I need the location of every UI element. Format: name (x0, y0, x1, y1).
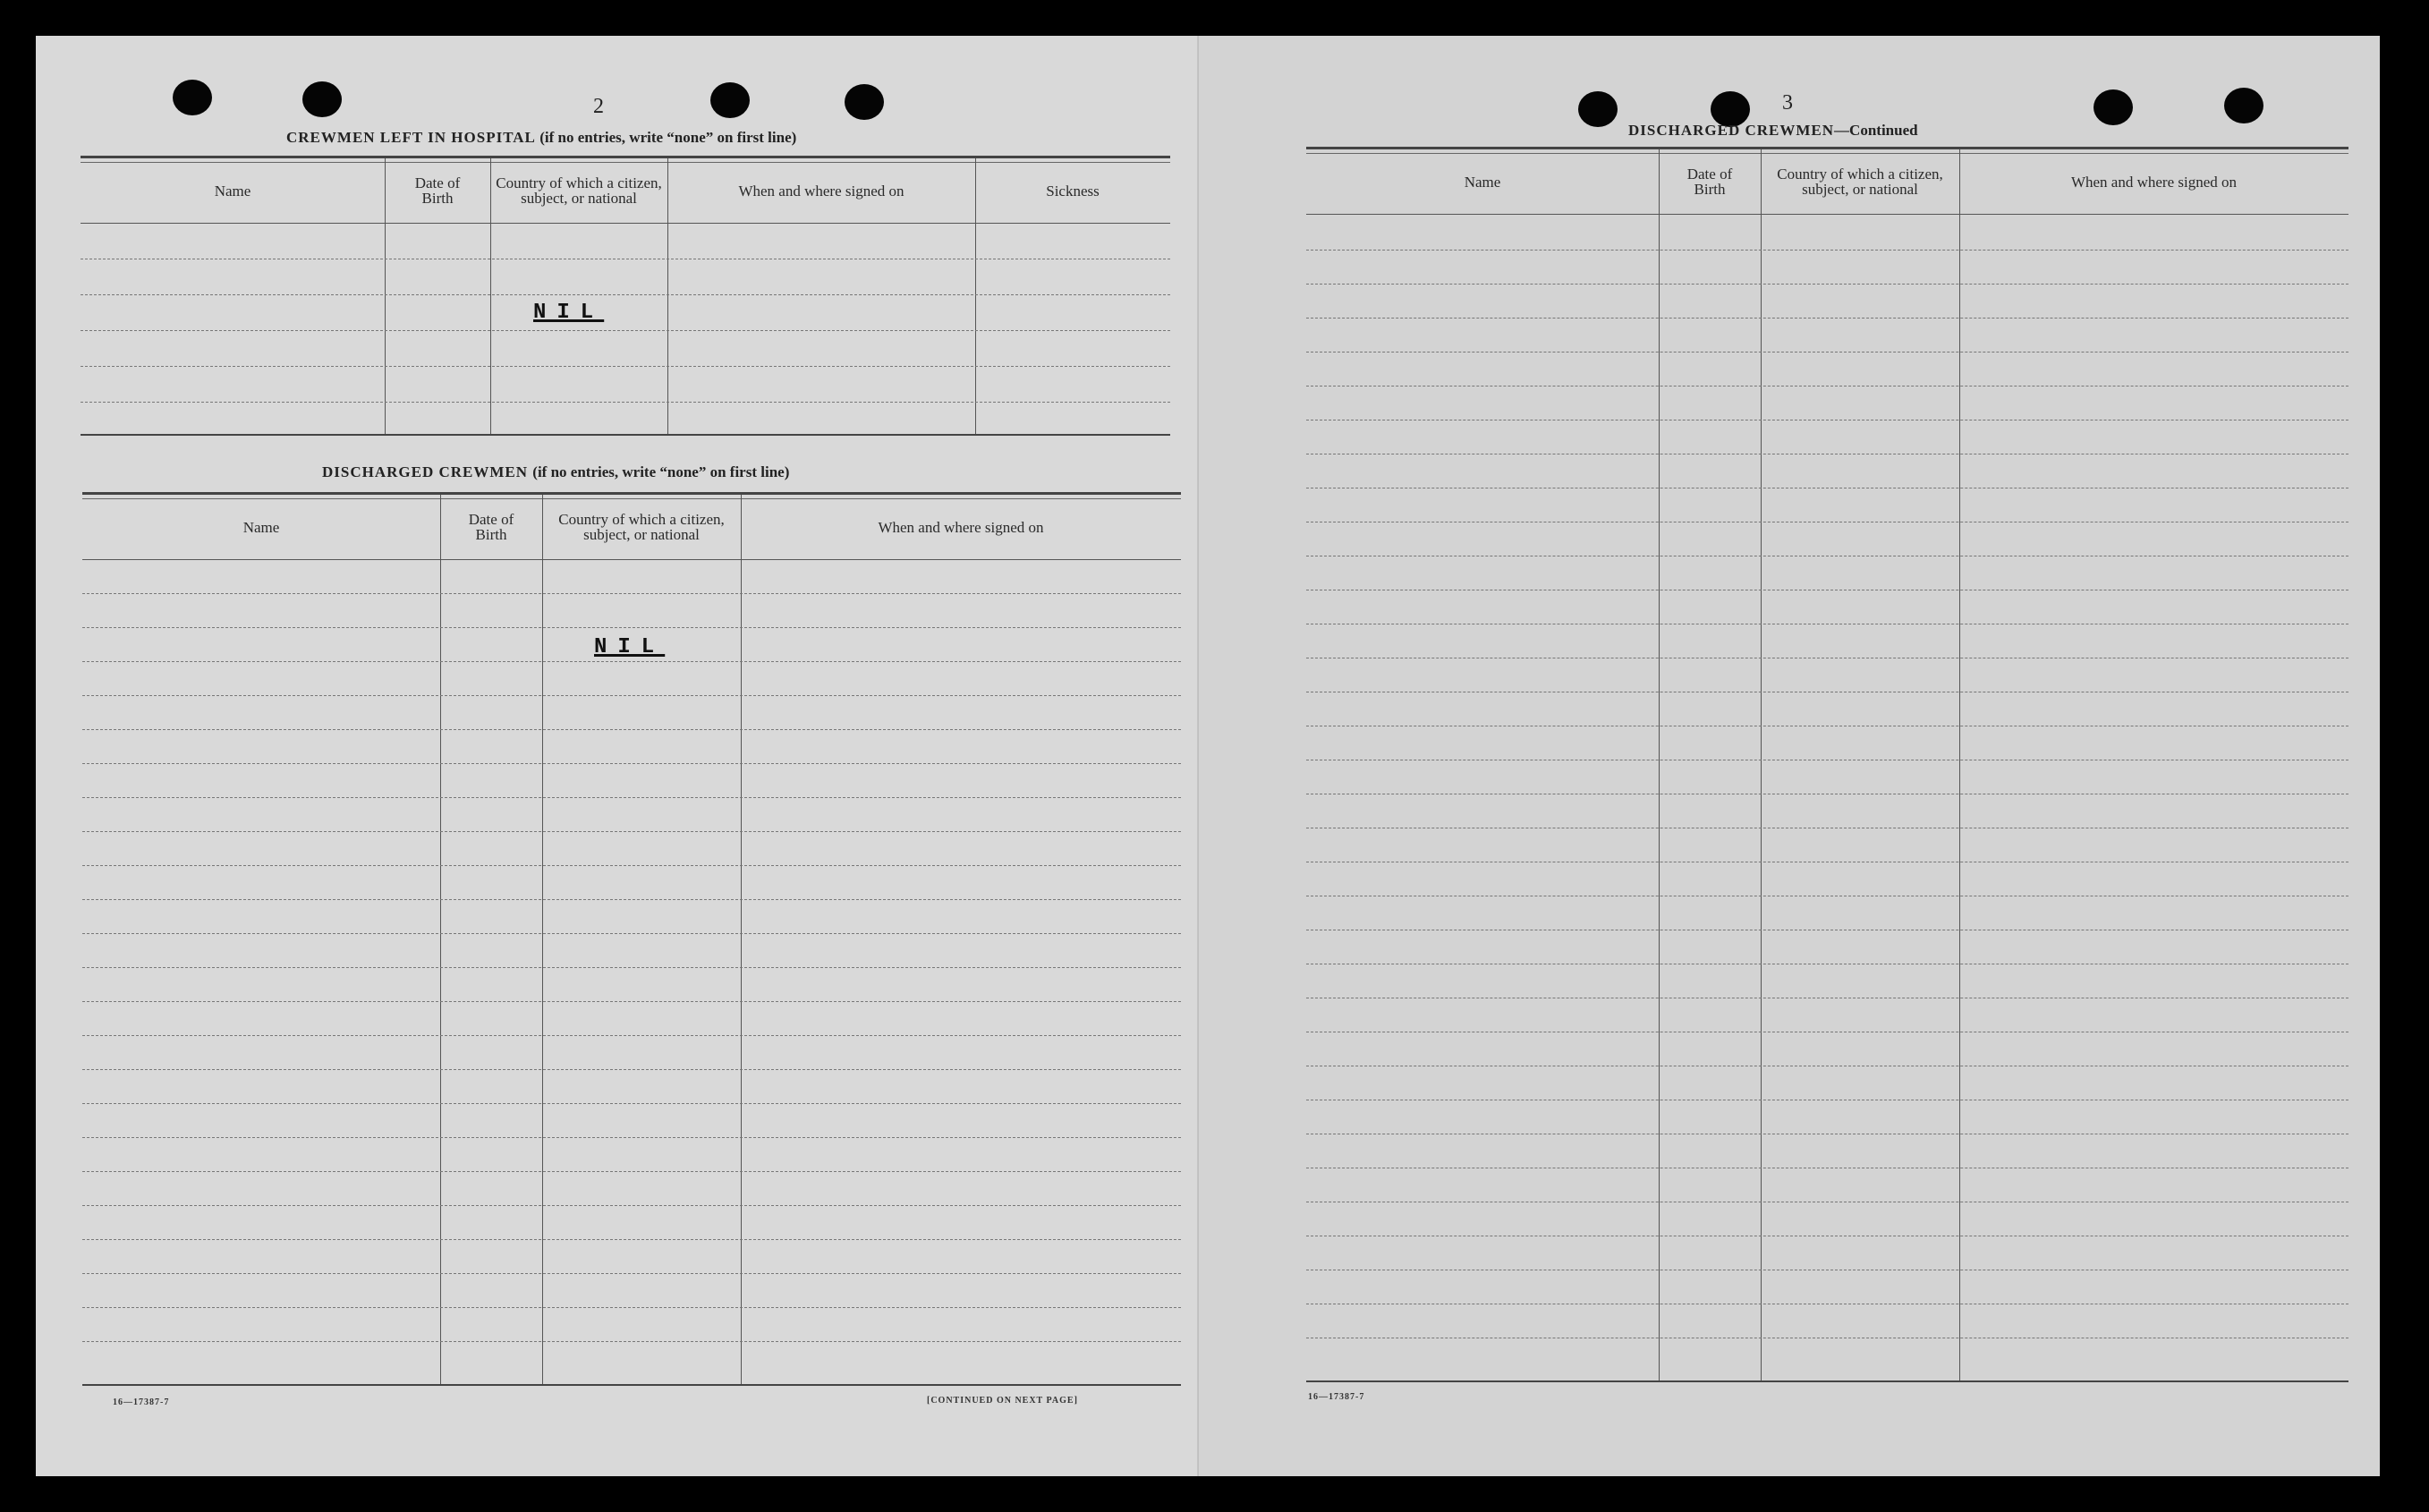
discharged-continued-table (1306, 147, 2348, 1382)
col-country: Country of which a citizen, subject, or national (1777, 166, 1943, 198)
col-sickness: Sickness (1046, 182, 1100, 200)
punch-hole (710, 82, 750, 118)
col-signed-on: When and where signed on (878, 518, 1044, 536)
hospital-title-text: CREWMEN LEFT IN HOSPITAL (286, 129, 535, 146)
discharged-nil-entry: NIL (594, 635, 666, 659)
col-name: Name (242, 518, 280, 536)
scanned-document (36, 36, 2380, 1476)
discharged-continued-title (1628, 122, 1918, 140)
hospital-section-title (286, 129, 796, 147)
punch-hole (1578, 91, 1618, 127)
hospital-instruction: (if no entries, write “none” on first line) (539, 129, 797, 146)
hospital-table (81, 156, 1170, 436)
page-number: 3 (1782, 91, 1793, 115)
punch-hole (302, 81, 342, 117)
form-number: 16—17387-7 (113, 1397, 170, 1407)
punch-hole (2224, 88, 2263, 123)
punch-hole (845, 84, 884, 120)
continued-suffix: —Continued (1834, 122, 1918, 139)
col-date-of-birth: Date of Birth (414, 174, 461, 207)
page-2 (36, 36, 1199, 1476)
punch-hole (2094, 89, 2133, 125)
punch-hole (173, 80, 212, 115)
discharged-continued-text: DISCHARGED CREWMEN (1628, 122, 1835, 139)
col-name: Name (214, 182, 251, 200)
discharged-section-title (322, 463, 789, 481)
form-number: 16—17387-7 (1308, 1392, 1365, 1402)
col-name: Name (1464, 173, 1501, 191)
discharged-table-header (82, 495, 1181, 560)
col-date-of-birth: Date of Birth (1686, 166, 1733, 198)
hospital-table-header (81, 158, 1170, 224)
discharged-table (82, 492, 1181, 1386)
discharged-continued-header (1306, 149, 2348, 215)
col-country: Country of which a citizen, subject, or national (496, 174, 662, 207)
discharged-title-text: DISCHARGED CREWMEN (322, 463, 529, 480)
page-3 (1199, 36, 2380, 1476)
col-signed-on: When and where signed on (2070, 173, 2238, 191)
discharged-instruction: (if no entries, write “none” on first line) (532, 463, 790, 480)
page-number: 2 (593, 95, 604, 118)
hospital-nil-entry: NIL (533, 301, 605, 325)
col-country: Country of which a citizen, subject, or national (558, 511, 725, 543)
col-date-of-birth: Date of Birth (468, 511, 514, 543)
continued-note: [CONTINUED ON NEXT PAGE] (927, 1396, 1078, 1406)
col-signed-on: When and where signed on (738, 182, 905, 200)
